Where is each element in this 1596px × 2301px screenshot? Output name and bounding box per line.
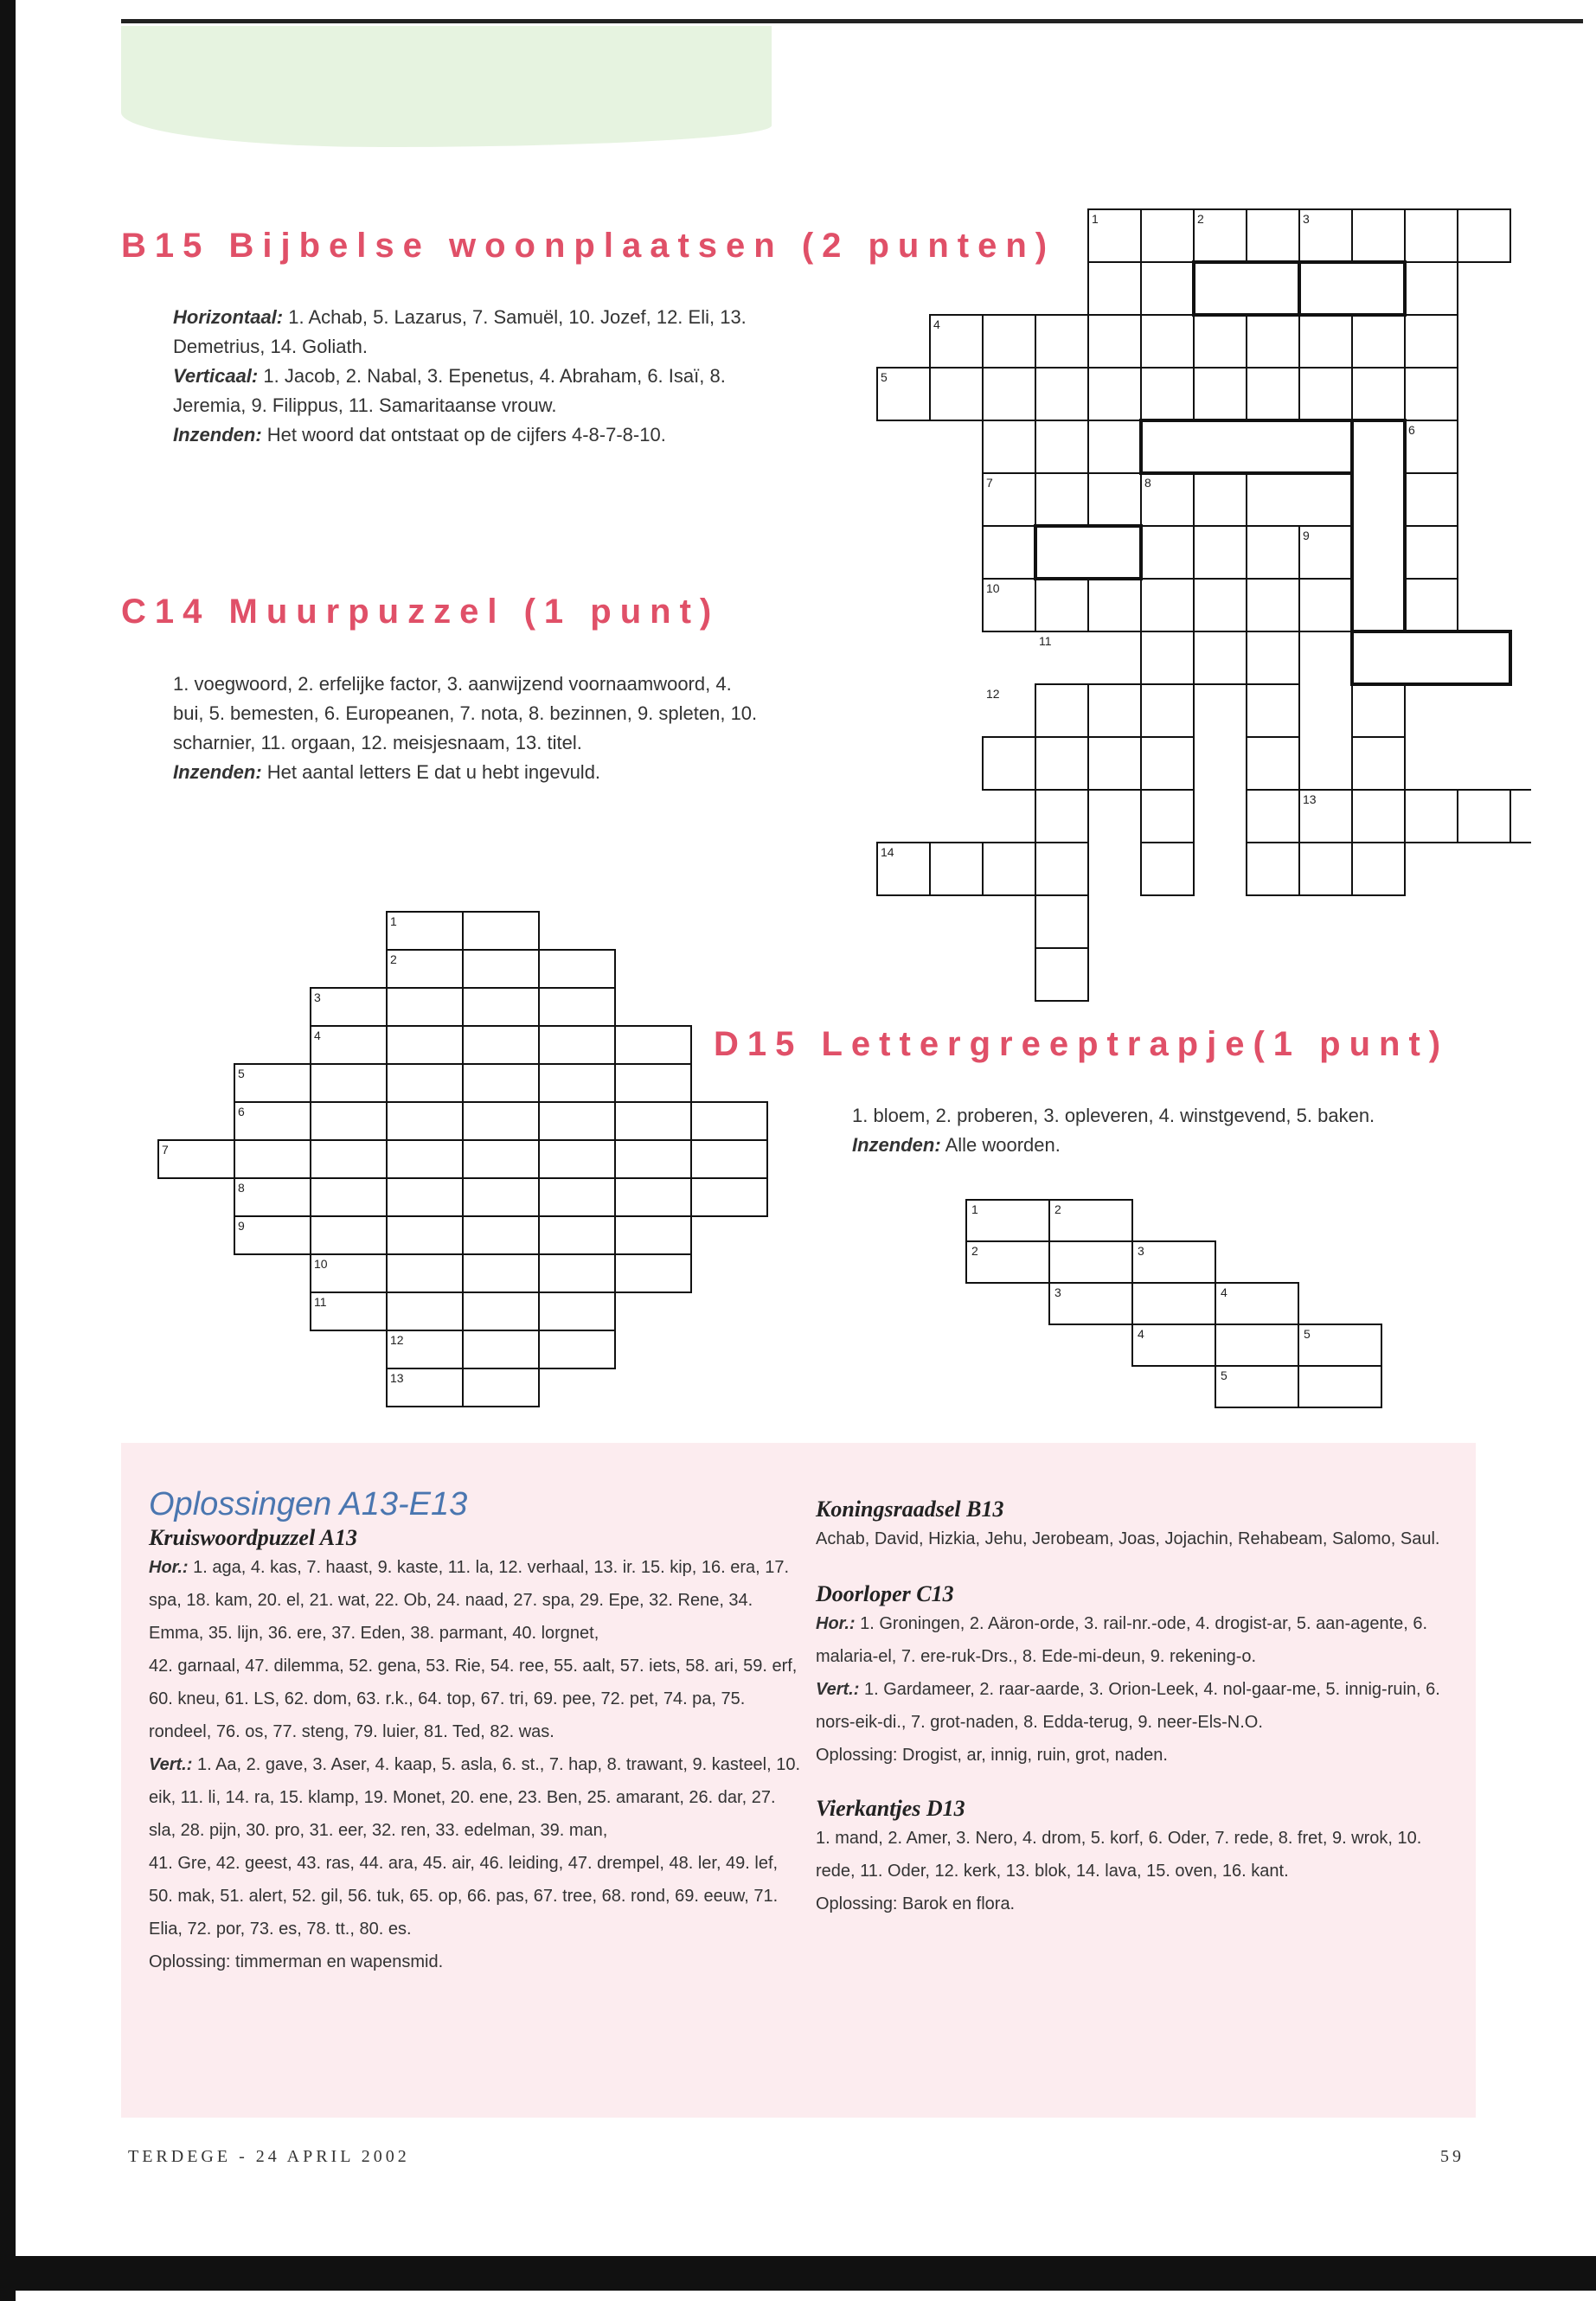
wall-number: 6 bbox=[238, 1105, 245, 1118]
b15-hor-text: 1. Achab, 5. Lazarus, 7. Samuël, 10. Jozef, 12. Eli, 13. Demetrius, 14. Goliath. bbox=[173, 306, 747, 357]
stair-number: 5 bbox=[1304, 1327, 1311, 1341]
wall-brick bbox=[463, 1102, 539, 1140]
top-rule bbox=[121, 19, 1583, 23]
door-hor-label: Hor.: bbox=[816, 1614, 856, 1633]
kruis-hor bbox=[149, 1551, 806, 1978]
d15-heading: D15 Lettergreeptrapje(1 punt) bbox=[714, 1025, 1450, 1063]
wall-brick bbox=[311, 1178, 387, 1216]
crossword-cell bbox=[930, 368, 983, 420]
crossword-cell bbox=[1141, 843, 1194, 895]
wall-brick bbox=[539, 1254, 615, 1292]
kruis-hor-text: 1. aga, 4. kas, 7. haast, 9. kaste, 11. la, 12. verhaal, 13. ir. 15. kip, 16. era, 17. spa, 18. kam, 20. el, 21. wat, 22. Ob, 24. naad, 27. spa, 29. Epe, 32. Rene, 34. Emma, 35. lijn, 36. ere, 37. Eden, 38. parmant, 40. lorgnet, bbox=[149, 1558, 790, 1643]
wall-brick bbox=[691, 1140, 767, 1178]
b15-send-text: Het woord dat ontstaat op de cijfers 4-8-7-8-10. bbox=[266, 424, 666, 445]
crossword-cell bbox=[1194, 473, 1247, 526]
wall-brick bbox=[539, 1140, 615, 1178]
wall-brick bbox=[539, 950, 615, 988]
d15-send-text: Alle woorden. bbox=[945, 1134, 1061, 1156]
c14-send-text: Het aantal letters E dat u hebt ingevuld. bbox=[266, 761, 601, 783]
stair-number: 2 bbox=[971, 1244, 978, 1258]
crossword-cell bbox=[1352, 684, 1405, 737]
solutions-right-column bbox=[816, 1497, 1456, 1920]
solutions-left-column bbox=[149, 1486, 806, 1978]
c14-clues bbox=[173, 670, 761, 787]
crossword-cell bbox=[1035, 473, 1088, 526]
wall-cells bbox=[158, 912, 767, 1407]
crossword-number: 5 bbox=[881, 370, 888, 384]
wall-brick bbox=[311, 1026, 387, 1064]
crossword-cell bbox=[1247, 843, 1299, 895]
wall-brick bbox=[463, 1140, 539, 1178]
konings-title: Koningsraadsel B13 bbox=[816, 1497, 1004, 1522]
b15-vert-label: Verticaal: bbox=[173, 365, 259, 387]
crossword-cell bbox=[1141, 315, 1194, 368]
wall-number: 5 bbox=[238, 1067, 245, 1080]
crossword-cell bbox=[1194, 579, 1247, 631]
wall-brick bbox=[539, 1292, 615, 1330]
crossword-cell bbox=[1405, 790, 1458, 843]
crossword-cell bbox=[1088, 262, 1141, 315]
crossword-cell bbox=[1035, 843, 1088, 895]
kruis-vert-label: Vert.: bbox=[149, 1755, 193, 1774]
crossword-block bbox=[1141, 420, 1352, 473]
wall-number: 4 bbox=[314, 1029, 321, 1042]
vier-solution: Oplossing: Barok en flora. bbox=[816, 1894, 1016, 1913]
b15-hor-label: Horizontaal: bbox=[173, 306, 284, 328]
crossword-cell bbox=[1141, 368, 1194, 420]
stair-cell bbox=[966, 1241, 1049, 1283]
wall-brick bbox=[463, 1254, 539, 1292]
stair-cell bbox=[1298, 1324, 1381, 1366]
d15-text: 1. bloem, 2. proberen, 3. opleveren, 4. winstgevend, 5. baken. bbox=[852, 1105, 1375, 1126]
crossword-cell bbox=[1141, 579, 1194, 631]
footer-page-number: 59 bbox=[1440, 2147, 1465, 2166]
wall-brick bbox=[311, 988, 387, 1026]
wall-brick bbox=[539, 1064, 615, 1102]
crossword-cell bbox=[1247, 315, 1299, 368]
wall-number: 8 bbox=[238, 1181, 245, 1195]
stair-cell bbox=[966, 1200, 1049, 1241]
crossword-cell bbox=[1141, 684, 1194, 737]
wall-brick bbox=[387, 1292, 463, 1330]
wall-brick bbox=[158, 1140, 234, 1178]
wall-brick bbox=[463, 912, 539, 950]
crossword-number: 4 bbox=[933, 317, 940, 331]
crossword-cells bbox=[877, 209, 1531, 1001]
wall-brick bbox=[463, 1368, 539, 1407]
stair-number: 4 bbox=[1221, 1285, 1227, 1299]
stair-cell bbox=[1132, 1241, 1215, 1283]
crossword-cell bbox=[983, 315, 1035, 368]
wall-brick bbox=[387, 1102, 463, 1140]
door-solution: Oplossing: Drogist, ar, innig, ruin, grot, naden. bbox=[816, 1746, 1168, 1765]
c14-text: 1. voegwoord, 2. erfelijke factor, 3. aanwijzend voornaamwoord, 4. bui, 5. bemesten, 6. Europeanen, 7. nota, 8. bezinnen, 9. spleten, 10. scharnier, 11. orgaan, 12. meisjesnaam, 13. titel. bbox=[173, 673, 758, 753]
crossword-cell bbox=[983, 737, 1035, 790]
wall-number: 11 bbox=[314, 1295, 327, 1309]
wall-brick bbox=[387, 1026, 463, 1064]
crossword-cell bbox=[1247, 526, 1299, 579]
crossword-cell bbox=[1035, 579, 1088, 631]
wall-brick bbox=[463, 950, 539, 988]
konings-text: Achab, David, Hizkia, Jehu, Jerobeam, Joas, Jojachin, Rehabeam, Salomo, Saul. bbox=[816, 1529, 1440, 1548]
crossword-number: 13 bbox=[1303, 792, 1317, 806]
stair-number: 3 bbox=[1054, 1285, 1061, 1299]
crossword-cell bbox=[983, 420, 1035, 473]
crossword-number: 8 bbox=[1144, 476, 1151, 490]
stair-cell bbox=[1215, 1283, 1298, 1324]
door-vert-text: 1. Gardameer, 2. raar-aarde, 3. Orion-Leek, 4. nol-gaar-me, 5. innig-ruin, 6. nors-eik-di., 7. grot-naden, 8. Edda-terug, 9. neer-Els-N.O. bbox=[816, 1680, 1440, 1732]
kruis-solution: Oplossing: timmerman en wapensmid. bbox=[149, 1952, 444, 1971]
wall-brick bbox=[387, 1064, 463, 1102]
crossword-cell bbox=[983, 843, 1035, 895]
door-vert-label: Vert.: bbox=[816, 1680, 860, 1699]
crossword-cell bbox=[1141, 526, 1194, 579]
stair-cell bbox=[1215, 1324, 1298, 1366]
wall-brick bbox=[387, 1254, 463, 1292]
crossword-cell bbox=[1088, 473, 1141, 526]
wall-number: 10 bbox=[314, 1257, 328, 1271]
wall-brick bbox=[387, 950, 463, 988]
page-left-edge bbox=[0, 0, 16, 2301]
b15-send-label: Inzenden: bbox=[173, 424, 262, 445]
kruis-hor-label: Hor.: bbox=[149, 1558, 189, 1577]
crossword-number: 2 bbox=[1197, 212, 1204, 226]
crossword-cell bbox=[983, 368, 1035, 420]
stair-number: 3 bbox=[1138, 1244, 1144, 1258]
wall-number: 13 bbox=[390, 1371, 404, 1385]
crossword-cell bbox=[1352, 737, 1405, 790]
crossword-cell bbox=[1088, 420, 1141, 473]
crossword-cell bbox=[1405, 315, 1458, 368]
wall-brick bbox=[387, 1140, 463, 1178]
kruis-vert-text: 1. Aa, 2. gave, 3. Aser, 4. kaap, 5. asla, 6. st., 7. hap, 8. trawant, 9. kasteel, 10. eik, 11. li, 14. ra, 15. klamp, 19. Monet, 20. ene, 23. Ben, 25. amarant, 26. dar, 27. sla, 28. pijn, 30. pro, 31. eer, 32. ren, 33. edelman, 39. man, bbox=[149, 1755, 801, 1840]
crossword-cell bbox=[1299, 579, 1352, 631]
stair-cell bbox=[1298, 1366, 1381, 1407]
wall-brick bbox=[691, 1178, 767, 1216]
c14-heading: C14 Muurpuzzel (1 punt) bbox=[121, 593, 721, 631]
crossword-cell bbox=[1247, 790, 1299, 843]
wall-brick bbox=[539, 988, 615, 1026]
wall-brick bbox=[615, 1178, 691, 1216]
wall-brick bbox=[234, 1216, 311, 1254]
wall-brick bbox=[539, 1178, 615, 1216]
wall-number: 2 bbox=[390, 952, 397, 966]
crossword-cell bbox=[1405, 579, 1458, 631]
wall-brick bbox=[615, 1140, 691, 1178]
kruis-hor-text2: 42. garnaal, 47. dilemma, 52. gena, 53. Rie, 54. ree, 55. aalt, 57. iets, 58. ari, 59. erf, 60. kneu, 61. LS, 62. dom, 63. r.k., 64. top, 67. tri, 69. pee, 72. pet, 74. pa, 75. rondeel, 76. os, 77. steng, 79. luier, 81. Ted, 82. was. bbox=[149, 1657, 798, 1741]
wall-brick bbox=[311, 1064, 387, 1102]
crossword-number: 6 bbox=[1408, 423, 1415, 437]
door-title: Doorloper C13 bbox=[816, 1581, 954, 1606]
crossword-block bbox=[1299, 262, 1405, 315]
wall-brick bbox=[539, 1330, 615, 1368]
crossword-cell bbox=[1247, 737, 1299, 790]
wall-brick bbox=[311, 1140, 387, 1178]
crossword-cell bbox=[1035, 684, 1088, 737]
crossword-cell bbox=[1405, 473, 1458, 526]
wall-number: 1 bbox=[390, 914, 397, 928]
crossword-cell bbox=[1458, 209, 1510, 262]
wall-brick bbox=[463, 1064, 539, 1102]
crossword-cell bbox=[1352, 790, 1405, 843]
crossword-cell bbox=[1510, 790, 1531, 843]
crossword-cell bbox=[1141, 790, 1194, 843]
crossword-cell bbox=[1299, 315, 1352, 368]
crossword-number: 10 bbox=[986, 581, 1000, 595]
crossword-cell bbox=[1035, 895, 1088, 948]
kruis-vert-text2: 41. Gre, 42. geest, 43. ras, 44. ara, 45. air, 46. leiding, 47. drempel, 48. ler, 49. lef, 50. mak, 51. alert, 52. gil, 56. tuk, 65. op, 66. pas, 67. tree, 68. rond, 69. eeuw, 71. Elia, 72. por, 73. es, 78. tt., 80. es. bbox=[149, 1854, 779, 1939]
stair-puzzle bbox=[965, 1198, 1397, 1414]
crossword-grid bbox=[874, 206, 1531, 1002]
wall-brick bbox=[387, 1178, 463, 1216]
crossword-cell bbox=[1035, 420, 1088, 473]
wall-brick bbox=[234, 1140, 311, 1178]
crossword-cell bbox=[1352, 843, 1405, 895]
crossword-cell bbox=[1088, 368, 1141, 420]
vier-text: 1. mand, 2. Amer, 3. Nero, 4. drom, 5. korf, 6. Oder, 7. rede, 8. fret, 9. wrok, 10. rede, 11. Oder, 12. kerk, 13. blok, 14. lava, 15. oven, 16. kant. bbox=[816, 1829, 1422, 1881]
door-body bbox=[816, 1607, 1456, 1772]
stair-cell bbox=[1215, 1366, 1298, 1407]
b15-vert-text: 1. Jacob, 2. Nabal, 3. Epenetus, 4. Abraham, 6. Isaï, 8. Jeremia, 9. Filippus, 11. Samaritaanse vrouw. bbox=[173, 365, 726, 416]
stair-number: 4 bbox=[1138, 1327, 1144, 1341]
wall-number: 12 bbox=[390, 1333, 404, 1347]
crossword-number: 1 bbox=[1092, 212, 1099, 226]
wall-brick bbox=[463, 988, 539, 1026]
crossword-cell bbox=[1247, 684, 1299, 737]
vier-body bbox=[816, 1822, 1456, 1920]
crossword-cell bbox=[1088, 579, 1141, 631]
b15-heading: B15 Bijbelse woonplaatsen (2 punten) bbox=[121, 227, 1056, 265]
crossword-cell bbox=[1299, 843, 1352, 895]
crossword-number: 12 bbox=[986, 687, 1000, 701]
wall-brick bbox=[387, 1216, 463, 1254]
wall-brick bbox=[539, 1102, 615, 1140]
crossword-cell bbox=[1458, 790, 1510, 843]
solutions-title: Oplossingen A13-E13 bbox=[149, 1486, 468, 1522]
wall-brick bbox=[615, 1254, 691, 1292]
wall-brick bbox=[463, 1178, 539, 1216]
wall-brick bbox=[691, 1102, 767, 1140]
crossword-cell bbox=[1405, 368, 1458, 420]
crossword-cell bbox=[1352, 209, 1405, 262]
d15-clues bbox=[852, 1101, 1509, 1160]
crossword-cell bbox=[1088, 315, 1141, 368]
crossword-cell bbox=[1247, 579, 1299, 631]
crossword-cell bbox=[1194, 526, 1247, 579]
wall-brick bbox=[615, 1026, 691, 1064]
crossword-number: 11 bbox=[1039, 634, 1052, 648]
green-header-band bbox=[121, 26, 772, 147]
stair-number: 5 bbox=[1221, 1368, 1227, 1382]
crossword-cell bbox=[1035, 368, 1088, 420]
crossword-cell bbox=[1141, 262, 1194, 315]
crossword-block bbox=[1352, 631, 1510, 684]
wall-brick bbox=[615, 1064, 691, 1102]
wall-brick bbox=[463, 1292, 539, 1330]
wall-brick bbox=[615, 1102, 691, 1140]
crossword-number: 9 bbox=[1303, 529, 1310, 542]
wall-brick bbox=[234, 1064, 311, 1102]
crossword-block bbox=[1035, 526, 1141, 579]
stair-cell bbox=[1049, 1283, 1132, 1324]
wall-brick bbox=[615, 1216, 691, 1254]
crossword-cell bbox=[1247, 368, 1299, 420]
wall-brick bbox=[463, 1026, 539, 1064]
c14-send-label: Inzenden: bbox=[173, 761, 262, 783]
crossword-cell bbox=[1247, 209, 1299, 262]
crossword-cell bbox=[1141, 631, 1194, 684]
crossword-cell bbox=[1035, 737, 1088, 790]
crossword-cell bbox=[1035, 790, 1088, 843]
stair-cell bbox=[1132, 1324, 1215, 1366]
b15-clues bbox=[173, 303, 770, 450]
wall-brick bbox=[539, 1026, 615, 1064]
door-hor-text: 1. Groningen, 2. Aäron-orde, 3. rail-nr.-ode, 4. drogist-ar, 5. aan-agente, 6. malaria-el, 7. ere-ruk-Drs., 8. Ede-mi-deun, 9. rekening-o. bbox=[816, 1614, 1428, 1666]
kruis-title: Kruiswoordpuzzel A13 bbox=[149, 1525, 358, 1550]
crossword-cell bbox=[983, 526, 1035, 579]
crossword-cell bbox=[1088, 737, 1141, 790]
crossword-cell bbox=[1405, 526, 1458, 579]
wall-brick bbox=[463, 1330, 539, 1368]
crossword-cell bbox=[1194, 631, 1247, 684]
wall-brick bbox=[387, 988, 463, 1026]
crossword-cell bbox=[1035, 948, 1088, 1001]
wall-brick bbox=[387, 912, 463, 950]
d15-send-label: Inzenden: bbox=[852, 1134, 941, 1156]
crossword-block bbox=[1194, 262, 1299, 315]
wall-number: 9 bbox=[238, 1219, 245, 1233]
page-bottom-edge bbox=[0, 2256, 1596, 2291]
crossword-cell bbox=[1088, 684, 1141, 737]
wall-brick bbox=[311, 1216, 387, 1254]
stair-number: 1 bbox=[971, 1202, 978, 1216]
crossword-cell bbox=[930, 843, 983, 895]
crossword-cell bbox=[1352, 368, 1405, 420]
wall-brick bbox=[311, 1102, 387, 1140]
crossword-cell bbox=[1194, 368, 1247, 420]
wall-number: 3 bbox=[314, 990, 321, 1004]
crossword-number: 14 bbox=[881, 845, 894, 859]
crossword-cell bbox=[1405, 209, 1458, 262]
crossword-cell bbox=[1141, 737, 1194, 790]
stair-cells bbox=[966, 1200, 1381, 1407]
crossword-number: 3 bbox=[1303, 212, 1310, 226]
crossword-cell bbox=[1247, 631, 1299, 684]
wall-brick bbox=[234, 1102, 311, 1140]
crossword-cell bbox=[1405, 262, 1458, 315]
stair-cell bbox=[1049, 1200, 1132, 1241]
stair-cell bbox=[1132, 1283, 1215, 1324]
footer-publication: TERDEGE - 24 APRIL 2002 bbox=[128, 2147, 410, 2166]
crossword-cell bbox=[1141, 209, 1194, 262]
wall-brick bbox=[463, 1216, 539, 1254]
wall-brick bbox=[539, 1216, 615, 1254]
wall-brick bbox=[234, 1178, 311, 1216]
crossword-cell bbox=[1299, 368, 1352, 420]
vier-title: Vierkantjes D13 bbox=[816, 1796, 965, 1821]
wall-number: 7 bbox=[162, 1143, 169, 1157]
wall-puzzle bbox=[151, 908, 774, 1410]
stair-cell bbox=[1049, 1241, 1132, 1283]
crossword-number: 7 bbox=[986, 476, 993, 490]
stair-number: 2 bbox=[1054, 1202, 1061, 1216]
crossword-cell bbox=[1035, 315, 1088, 368]
